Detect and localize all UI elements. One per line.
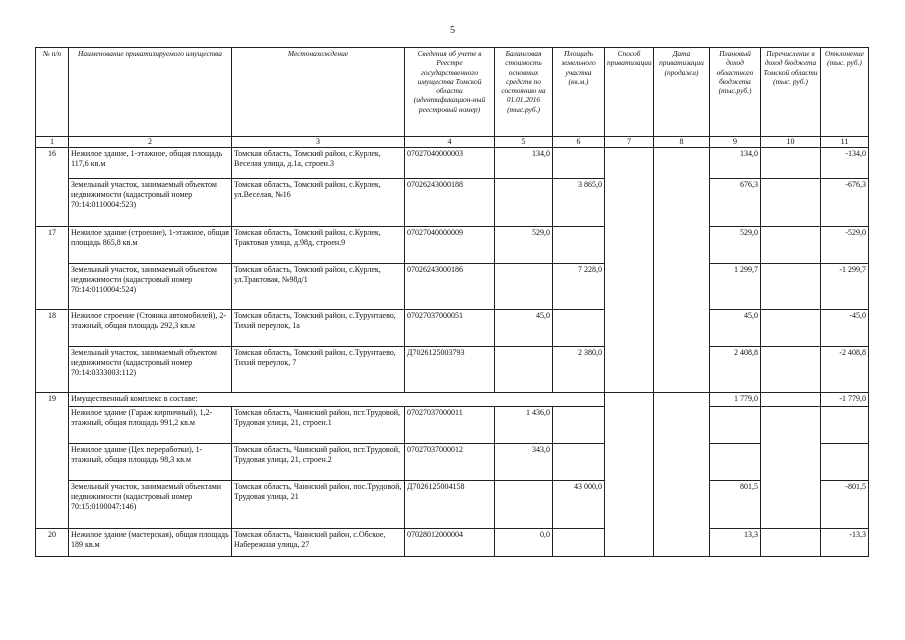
registry-number: 07026243000188 (405, 179, 495, 227)
property-name: Нежилое строение (Стоянка автомобилей), 2-этажный, общая площадь 292,3 кв.м (69, 310, 232, 347)
row-number: 20 (36, 529, 69, 557)
complex-title: Имущественный комплекс в составе: (69, 393, 605, 407)
land-area: 7 228,0 (553, 264, 605, 310)
page-number: 5 (450, 25, 455, 36)
property-name: Нежилое здание, 1-этажное, общая площадь 117,6 кв.м (69, 148, 232, 179)
deviation: -1 299,7 (821, 264, 869, 310)
property-name: Нежилое здание (Цех переработки), 1-этажный, общая площадь 98,3 кв.м (69, 444, 232, 481)
land-area (553, 407, 605, 444)
planned-income: 45,0 (710, 310, 761, 347)
land-area: 43 000,0 (553, 481, 605, 529)
planned-income (710, 444, 761, 481)
property-location: Томская область, Томский район, с.Курлек, Трактовая улица, д.98д, строен.9 (232, 227, 405, 264)
header-cell: Наименование приватизируемого имущества (69, 48, 232, 137)
registry-number: 07027037000051 (405, 310, 495, 347)
planned-income (710, 407, 761, 444)
property-location: Томская область, Томский район, с.Турунтаево, Тихий переулок, 1а (232, 310, 405, 347)
table-header-row (36, 48, 869, 137)
planned-income: 676,3 (710, 179, 761, 227)
table-row (36, 148, 869, 179)
land-area: 2 380,0 (553, 347, 605, 393)
property-name: Земельный участок, занимаемый объектами недвижимости (кадастровый номер 70:15:0100047:146) (69, 481, 232, 529)
balance-value: 343,0 (495, 444, 553, 481)
property-name: Земельный участок, занимаемый объектом недвижимости (кадастровый номер 70:14:0333003:112) (69, 347, 232, 393)
column-number: 3 (232, 137, 405, 148)
privatization-method (605, 393, 654, 557)
header-cell: Местонахождение (232, 48, 405, 137)
registry-number: 07027040000003 (405, 148, 495, 179)
balance-value (495, 179, 553, 227)
balance-value: 1 436,0 (495, 407, 553, 444)
property-location: Томская область, Чаинский район, пст.Трудовой, Трудовая улица, 21, строен.2 (232, 444, 405, 481)
registry-number: 07027037000011 (405, 407, 495, 444)
privatization-date (654, 148, 710, 393)
land-area (553, 310, 605, 347)
registry-number: 07028012000004 (405, 529, 495, 557)
budget-transfer (761, 310, 821, 347)
balance-value: 134,0 (495, 148, 553, 179)
header-cell: № п/п (36, 48, 69, 137)
deviation: -13,3 (821, 529, 869, 557)
header-cell: Сведения об учете в Реестре государственного имущества Томской области (идентификацион-ный реестровый номер) (405, 48, 495, 137)
column-number: 2 (69, 137, 232, 148)
budget-transfer (761, 529, 821, 557)
deviation (821, 444, 869, 481)
row-number: 19 (36, 393, 69, 529)
balance-value: 0,0 (495, 529, 553, 557)
land-area (553, 148, 605, 179)
table-row (36, 347, 869, 393)
table-row (36, 481, 869, 529)
table-row (36, 227, 869, 264)
privatization-date (654, 393, 710, 557)
header-cell: Способ приватизации (605, 48, 654, 137)
planned-income: 529,0 (710, 227, 761, 264)
property-location: Томская область, Чаинский район, пст.Трудовой, Трудовая улица, 21, строен.1 (232, 407, 405, 444)
column-number: 9 (710, 137, 761, 148)
planned-income: 1 299,7 (710, 264, 761, 310)
deviation: -1 779,0 (821, 393, 869, 407)
property-name: Нежилое здание (строение), 1-этажное, общая площадь 865,8 кв.м (69, 227, 232, 264)
header-cell: Дата приватизации (продажи) (654, 48, 710, 137)
row-number: 17 (36, 227, 69, 310)
property-location: Томская область, Томский район, с.Курлек, Веселая улица, д.1а, строен.3 (232, 148, 405, 179)
property-name: Земельный участок, занимаемый объектом недвижимости (кадастровый номер 70:14:0110004:523) (69, 179, 232, 227)
row-number: 18 (36, 310, 69, 393)
column-number: 4 (405, 137, 495, 148)
land-area (553, 444, 605, 481)
column-number: 6 (553, 137, 605, 148)
column-number: 11 (821, 137, 869, 148)
deviation: -45,0 (821, 310, 869, 347)
table-row (36, 393, 869, 407)
privatization-table (35, 47, 869, 557)
budget-transfer (761, 347, 821, 393)
table-row (36, 407, 869, 444)
planned-income: 2 408,8 (710, 347, 761, 393)
table-row (36, 264, 869, 310)
balance-value (495, 347, 553, 393)
budget-transfer (761, 264, 821, 310)
balance-value: 45,0 (495, 310, 553, 347)
property-name: Нежилое здание (Гараж кирпичный), 1,2-этажный, общая площадь 991,2 кв.м (69, 407, 232, 444)
budget-transfer (761, 407, 821, 529)
budget-transfer (761, 179, 821, 227)
balance-value (495, 481, 553, 529)
header-cell: Отклонение (тыс. руб.) (821, 48, 869, 137)
property-location: Томская область, Томский район, с.Курлек, ул.Трактовая, №98д/1 (232, 264, 405, 310)
balance-value: 529,0 (495, 227, 553, 264)
column-number: 1 (36, 137, 69, 148)
registry-number: 07027040000009 (405, 227, 495, 264)
column-number: 10 (761, 137, 821, 148)
planned-income: 134,0 (710, 148, 761, 179)
property-location: Томская область, Чаинский район, пос.Трудовой, Трудовая улица, 21 (232, 481, 405, 529)
planned-income: 1 779,0 (710, 393, 761, 407)
property-location: Томская область, Томский район, с.Турунтаево, Тихий переулок, 7 (232, 347, 405, 393)
property-name: Земельный участок, занимаемый объектом недвижимости (кадастровый номер 70:14:0110004:524) (69, 264, 232, 310)
column-number: 8 (654, 137, 710, 148)
registry-number: Д70261250041​58 (405, 481, 495, 529)
deviation: -134,0 (821, 148, 869, 179)
deviation: -2 408,8 (821, 347, 869, 393)
table-row (36, 444, 869, 481)
land-area (553, 529, 605, 557)
header-cell: Площадь земельного участка (кв.м.) (553, 48, 605, 137)
deviation: -676,3 (821, 179, 869, 227)
property-location: Томская область, Томский район, с.Курлек, ул.Веселая, №16 (232, 179, 405, 227)
deviation: -529,0 (821, 227, 869, 264)
property-name: Нежилое здание (мастерская), общая площадь 189 кв.м (69, 529, 232, 557)
land-area (553, 227, 605, 264)
table-row (36, 310, 869, 347)
deviation: -801,5 (821, 481, 869, 529)
planned-income: 801,5 (710, 481, 761, 529)
deviation (821, 407, 869, 444)
header-cell: Балансовая стоимость основных средств по состоянию на 01.01.2016 (тыс.руб.) (495, 48, 553, 137)
table-row (36, 179, 869, 227)
registry-number: 07026243000186 (405, 264, 495, 310)
balance-value (495, 264, 553, 310)
budget-transfer (761, 148, 821, 179)
header-cell: Перечисление в доход бюджета Томской области (тыс. руб.) (761, 48, 821, 137)
land-area: 3 865,0 (553, 179, 605, 227)
column-number: 5 (495, 137, 553, 148)
table-row (36, 529, 869, 557)
property-location: Томская область, Чаинский район, с.Обское, Набережная улица, 27 (232, 529, 405, 557)
registry-number: Д70261250037​93 (405, 347, 495, 393)
planned-income: 13,3 (710, 529, 761, 557)
row-number: 16 (36, 148, 69, 227)
registry-number: 07027037000012 (405, 444, 495, 481)
column-number-row (36, 137, 869, 148)
budget-transfer (761, 393, 821, 407)
privatization-method (605, 148, 654, 393)
budget-transfer (761, 227, 821, 264)
header-cell: Плановый доход областного бюджета (тыс.руб.) (710, 48, 761, 137)
column-number: 7 (605, 137, 654, 148)
